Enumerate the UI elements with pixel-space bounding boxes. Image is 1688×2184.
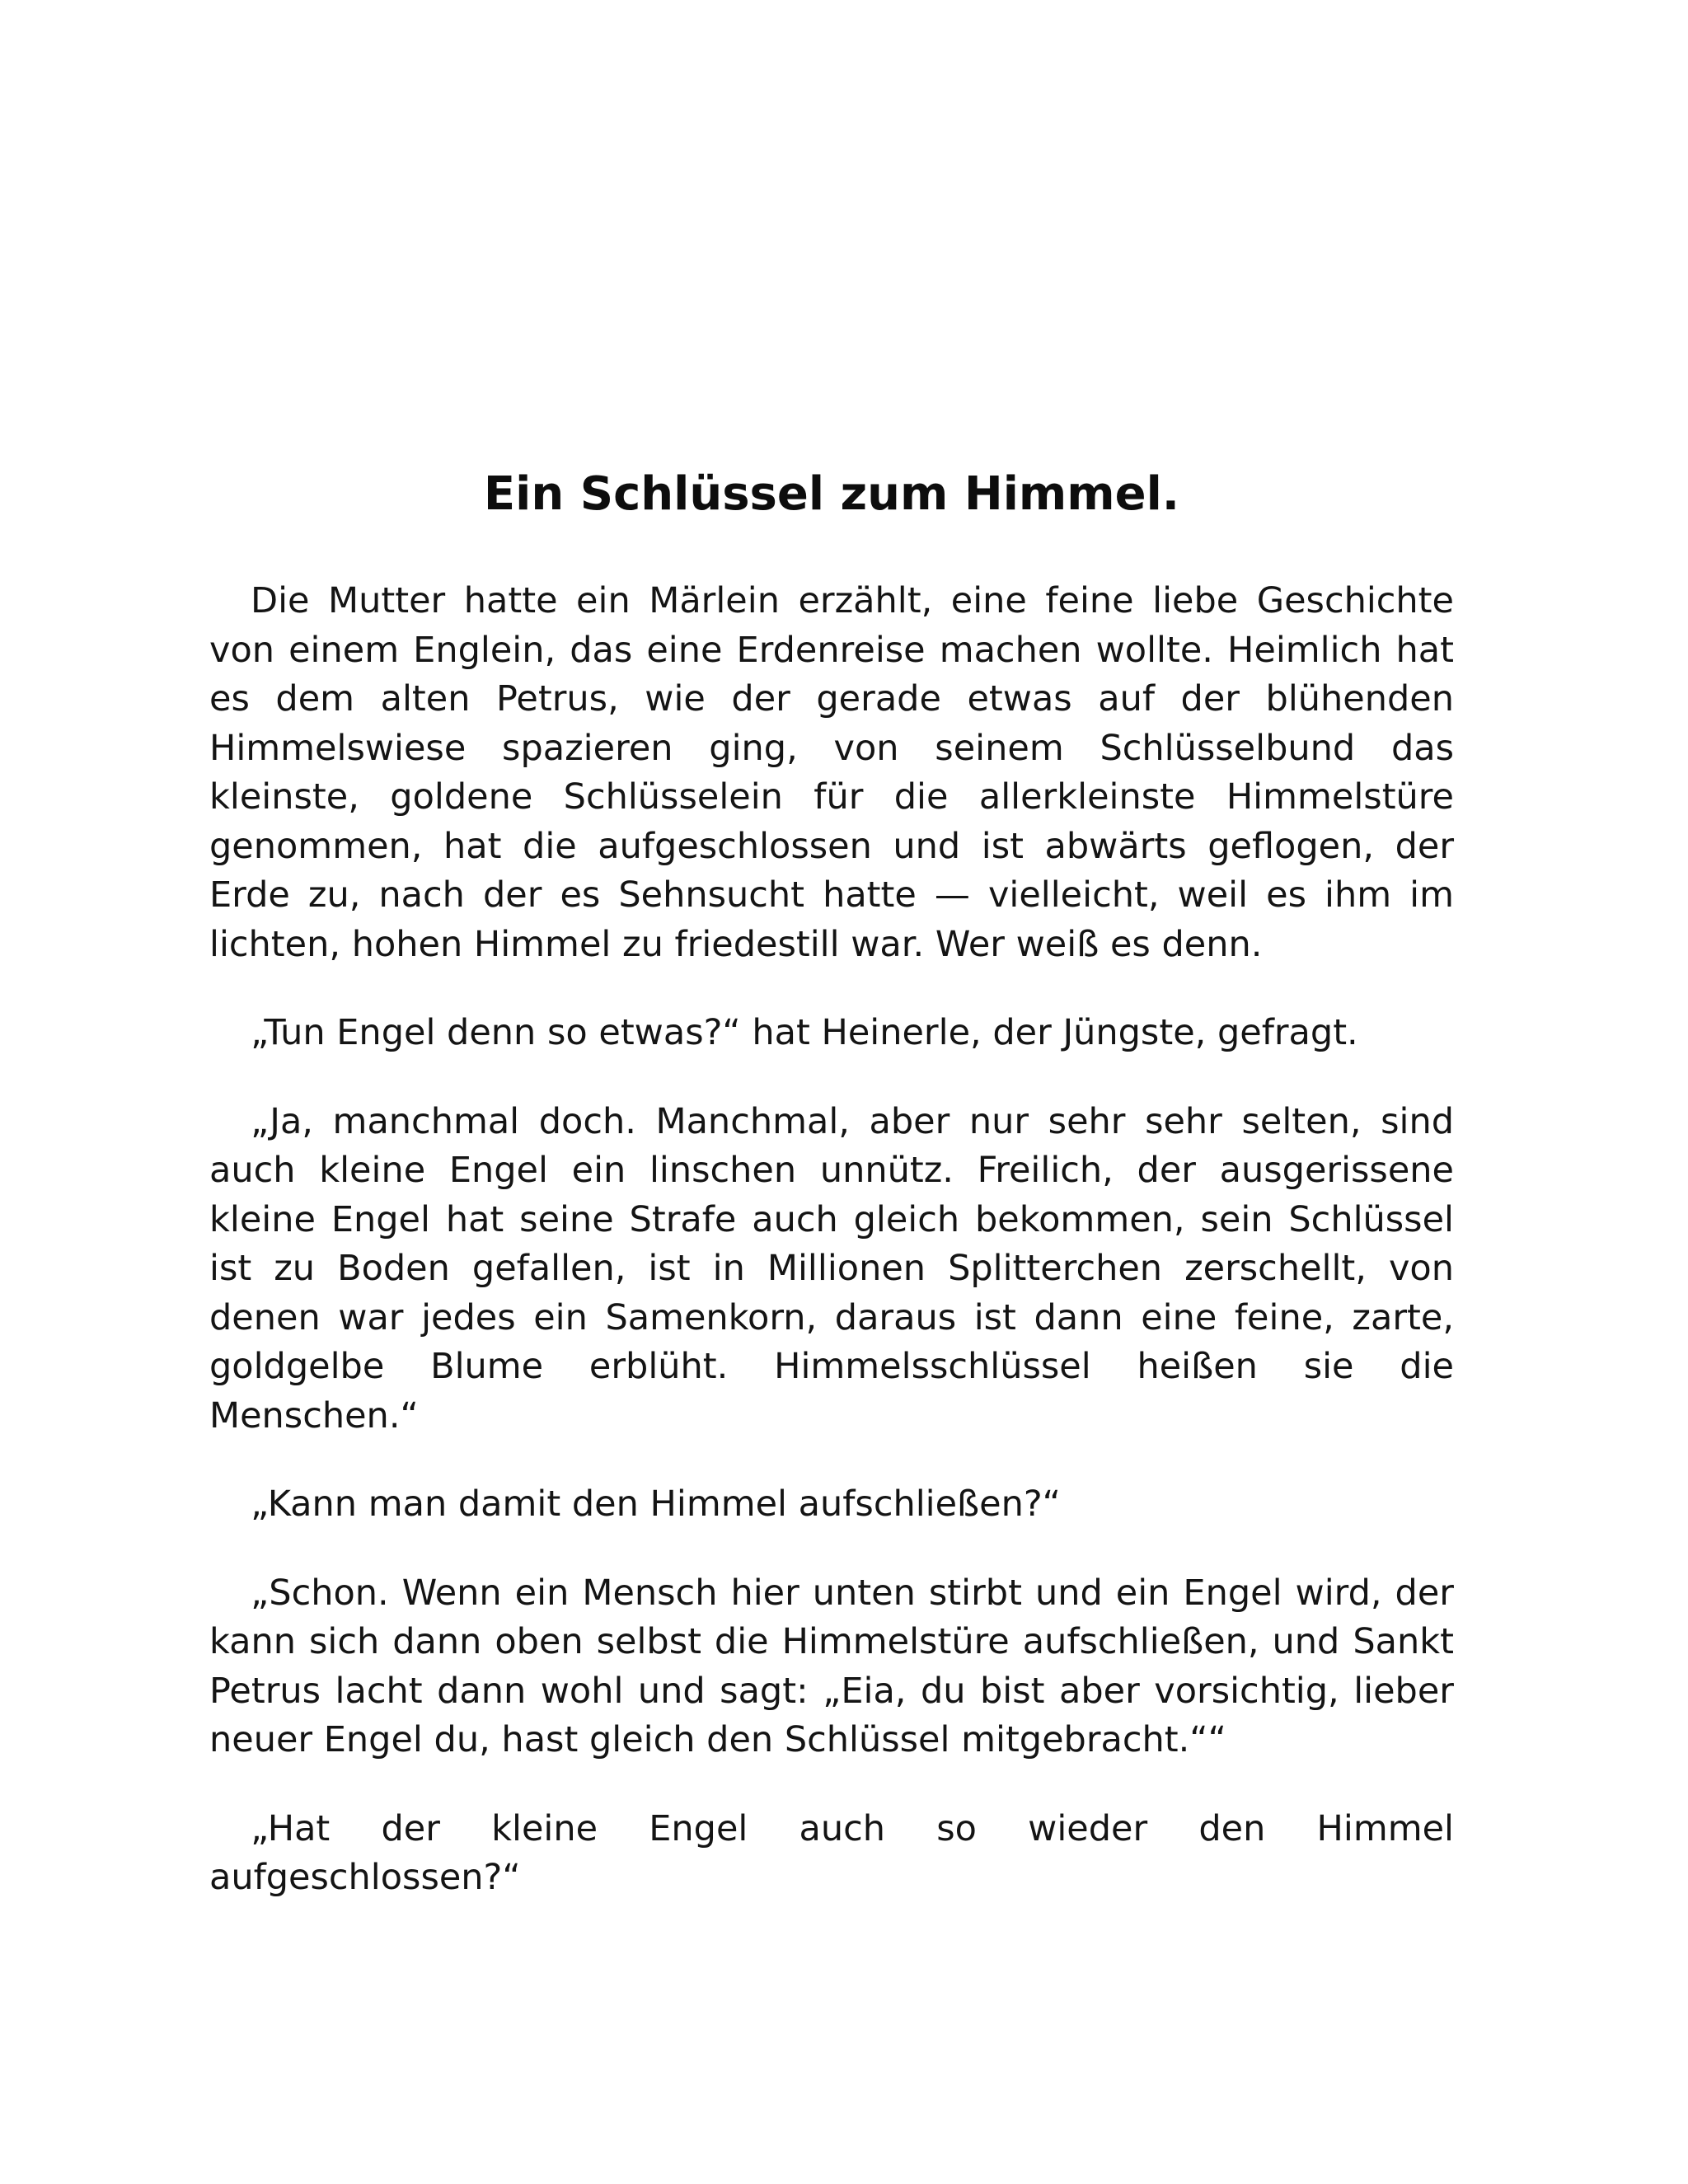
paragraph-question-wieder: „Hat der kleine Engel auch so wieder den Himmel aufgeschlossen?“ <box>209 1807 1454 1898</box>
document-body <box>209 457 1454 1903</box>
paragraph-question-engel: „Tun Engel denn so etwas?“ hat Heinerle, der Jüngste, gefragt. <box>251 1012 1358 1053</box>
paragraph-question-aufschliessen: „Kann man damit den Himmel aufschließen?“ <box>251 1483 1061 1525</box>
paragraph-answer-manchmal: „Ja, manchmal doch. Manchmal, aber nur sehr sehr selten, sind auch kleine Engel ein linschen unnütz. Freilich, der ausgerissene kleine Engel hat seine Strafe auch gleich bekommen, sein Schlüssel ist zu Boden gefallen, ist in Millionen Splitterchen zerschellt, von denen war jedes ein Samenkorn, daraus ist dann eine feine, zarte, goldgelbe Blume erblüht. Himmelsschlüssel heißen sie die Menschen.“ <box>209 1100 1454 1436</box>
page-title: Ein Schlüssel zum Himmel. <box>483 467 1180 521</box>
paragraph-answer-schon: „Schon. Wenn ein Mensch hier unten stirbt und ein Engel wird, der kann sich dann oben selbst die Himmelstüre aufschließen, und Sankt Petrus lacht dann wohl und sagt: „Eia, du bist aber vorsichtig, lieber neuer Engel du, hast gleich den Schlüssel mitgebracht.““ <box>209 1572 1454 1760</box>
paragraph-intro: Die Mutter hatte ein Märlein erzählt, eine feine liebe Geschichte von einem Englein, das eine Erdenreise machen wollte. Heimlich hat es dem alten Petrus, wie der gerade etwas auf der blühenden Himmelswiese spazieren ging, von seinem Schlüsselbund das kleinste, goldene Schlüsselein für die allerkleinste Himmelstüre genommen, hat die aufgeschlossen und ist abwärts geflogen, der Erde zu, nach der es Sehnsucht hatte — vielleicht, weil es ihm im lichten, hohen Himmel zu friedestill war. Wer weiß es denn. <box>209 580 1454 965</box>
